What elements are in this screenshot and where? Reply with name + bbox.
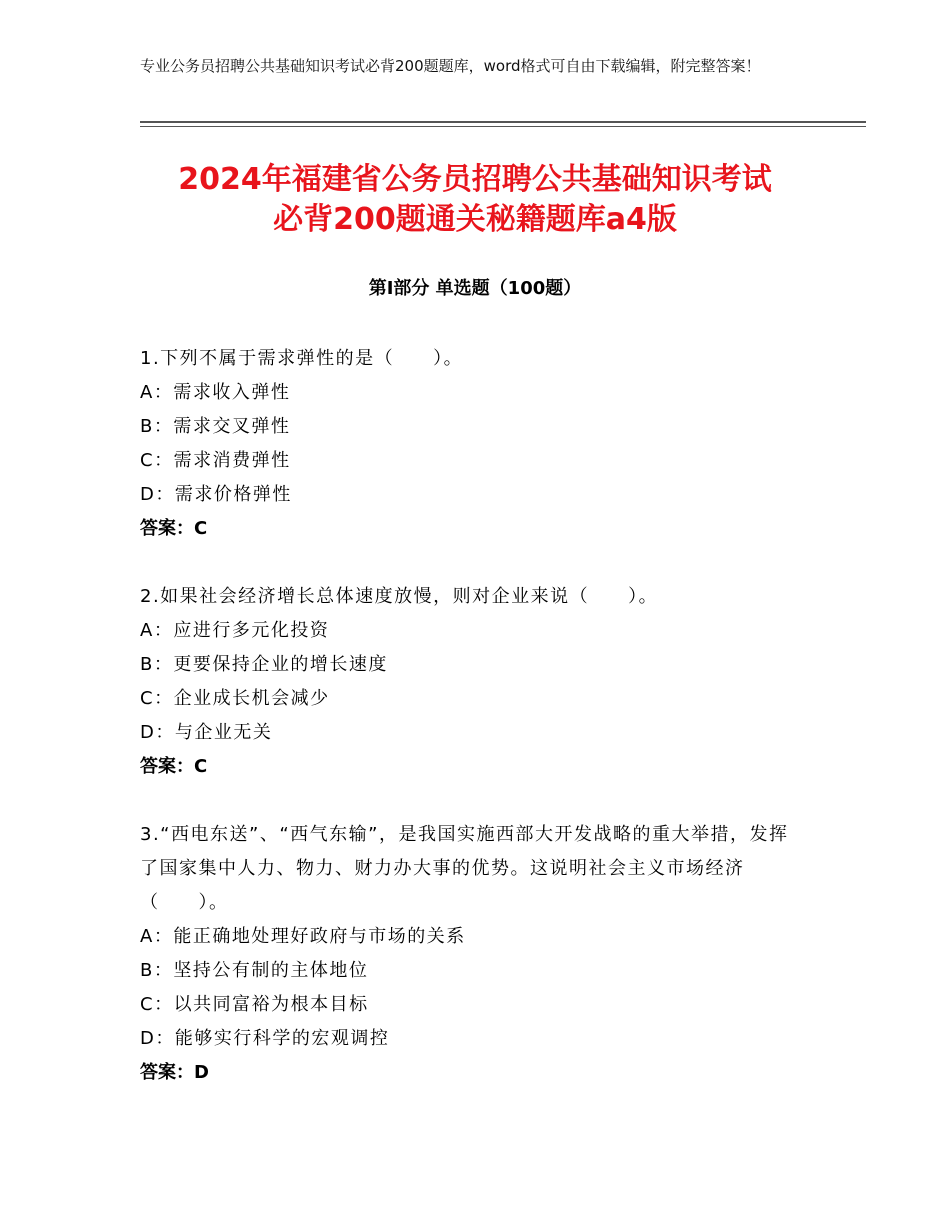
question-1 [140, 342, 800, 546]
option-c: C：以共同富裕为根本目标 [140, 994, 369, 1015]
section-heading: 第Ⅰ部分 单选题（100题） [368, 278, 582, 299]
question-stem: 3.“西电东送”、“西气东输”，是我国实施西部大开发战略的重大举措，发挥了国家集中人力、物力、财力办大事的优势。这说明社会主义市场经济（ ）。 [140, 824, 789, 913]
header-rule [140, 121, 866, 123]
option-a: A：能正确地处理好政府与市场的关系 [140, 926, 466, 947]
option-c: C：需求消费弹性 [140, 450, 291, 471]
option-a: A：需求收入弹性 [140, 382, 291, 403]
option-d: D：与企业无关 [140, 722, 273, 743]
page-title [90, 160, 860, 240]
title-line-1: 2024年福建省公务员招聘公共基础知识考试 [178, 162, 772, 197]
answer: 答案：D [140, 1062, 209, 1083]
option-d: D：能够实行科学的宏观调控 [140, 1028, 390, 1049]
question-2 [140, 580, 800, 784]
question-3 [140, 818, 800, 1090]
option-c: C：企业成长机会减少 [140, 688, 330, 709]
title-line-2: 必背200题通关秘籍题库a4版 [273, 202, 677, 237]
question-stem: 1.下列不属于需求弹性的是（ ）。 [140, 348, 464, 369]
answer: 答案：C [140, 518, 208, 539]
header-rule-thin [140, 126, 866, 127]
option-d: D：需求价格弹性 [140, 484, 292, 505]
answer: 答案：C [140, 756, 208, 777]
option-b: B：坚持公有制的主体地位 [140, 960, 369, 981]
option-b: B：更要保持企业的增长速度 [140, 654, 388, 675]
header-note: 专业公务员招聘公共基础知识考试必背200题题库，word格式可自由下载编辑，附完整答案！ [140, 57, 761, 75]
question-list [140, 342, 800, 1124]
option-a: A：应进行多元化投资 [140, 620, 330, 641]
option-b: B：需求交叉弹性 [140, 416, 291, 437]
question-stem: 2.如果社会经济增长总体速度放慢，则对企业来说（ ）。 [140, 586, 659, 607]
